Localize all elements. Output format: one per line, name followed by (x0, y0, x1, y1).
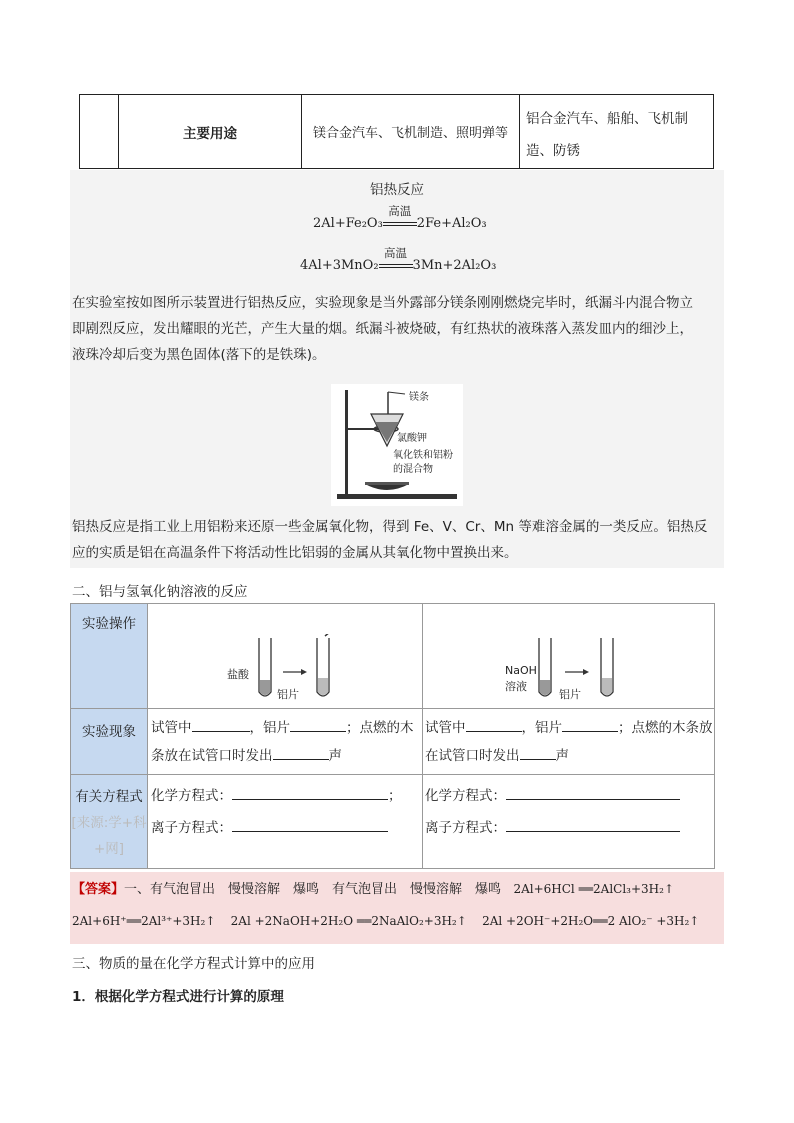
eq2-left: 4Al+3MnO₂ (300, 258, 379, 273)
left-equations: 化学方程式： ； 离子方程式： (151, 780, 419, 844)
row-label-usage: 主要用途 (119, 95, 302, 168)
eq1-right: 2Fe+Al₂O₃ (416, 216, 487, 231)
apparatus-drawing (331, 384, 463, 506)
blank-input[interactable] (562, 717, 618, 732)
watermark-1: [来源:学+科 (71, 815, 147, 831)
section3-subheading: 1．根据化学方程式进行计算的原理 (72, 989, 284, 1005)
fig-label-al-piece: 铝片 (559, 688, 581, 701)
mg-usage-cell: 镁合金汽车、飞机制造、照明弹等 (302, 95, 520, 168)
al-usage-line1: 铝合金汽车、船舶、飞机制造、防锈 (526, 111, 688, 159)
hcl-test-tube-figure (221, 634, 361, 704)
al-usage-cell (520, 95, 713, 168)
eq2-right: 3Mn+2Al₂O₃ (412, 258, 497, 273)
left-phenomenon: 试管中 ，铝片 ；点燃的木 条放在试管口时发出 声 (151, 714, 419, 770)
experiment-table (70, 603, 715, 869)
table-cell-empty (80, 95, 119, 168)
thermite-paragraph-1: 在实验室按如图所示装置进行铝热反应，实验现象是当外露部分镁条刚刚燃烧完毕时，纸漏斗内混合物立 即剧烈反应，发出耀眼的光芒，产生大量的烟。纸漏斗被烧破，有红热状的液珠落入蒸发皿内的细沙上， 液珠冷却后变为黑色固体(落下的是铁珠)。 (72, 295, 693, 363)
answer-line-1 (72, 878, 674, 897)
row-label-operation: 实验操作 (71, 604, 148, 708)
blank-input[interactable] (520, 745, 556, 760)
fig-label-al-piece: 铝片 (277, 688, 299, 701)
right-equations: 化学方程式： 离子方程式： (425, 780, 715, 844)
blank-input[interactable] (466, 717, 522, 732)
answer-ionic-hcl: 2Al+6H⁺══2Al³⁺+3H₂↑ (72, 914, 216, 928)
answer-line-2 (72, 914, 699, 928)
row-label-equations: 有关方程式 [来源:学+科 +网] (71, 774, 148, 868)
reaction-condition: 高温 (379, 259, 413, 273)
naoh-test-tube-figure (503, 634, 643, 704)
answer-text: 一、有气泡冒出 慢慢溶解 爆鸣 有气泡冒出 慢慢溶解 爆鸣 (124, 882, 502, 897)
answer-ionic-naoh: 2Al +2OH⁻+2H₂O══2 AlO₂⁻ +3H₂↑ (482, 914, 700, 928)
watermark-2: +网] (93, 841, 125, 857)
fig-label-naoh: NaOH (505, 664, 537, 677)
fig-label-mixture-2: 的混合物 (393, 464, 433, 475)
usage-table (79, 94, 714, 169)
blank-input[interactable] (192, 717, 250, 732)
fig-label-kclo3: 氯酸钾 (397, 433, 427, 444)
answer-tag: 【答案】 (72, 882, 125, 897)
blank-input[interactable] (506, 817, 680, 832)
right-phenomenon: 试管中 ，铝片 ；点燃的木条放 在试管口时发出 声 (425, 714, 715, 770)
thermite-equation-1 (313, 203, 487, 231)
answer-equation-hcl: 2Al+6HCl ══2AlCl₃+3H₂↑ (513, 882, 675, 896)
blank-input[interactable] (290, 717, 346, 732)
thermite-paragraph-2: 铝热反应是指工业上用铝粉来还原一些金属氧化物，得到 Fe、V、Cr、Mn 等难溶金属的一类反应。铝热反 应的实质是铝在高温条件下将活动性比铝弱的金属从其氧化物中置换出来。 (72, 519, 708, 561)
answer-equation-naoh: 2Al +2NaOH+2H₂O ══2NaAlO₂+3H₂↑ (230, 914, 467, 928)
section2-heading: 二、铝与氢氧化钠溶液的反应 (72, 584, 248, 600)
section3-heading: 三、物质的量在化学方程式计算中的应用 (72, 956, 315, 972)
fig-label-hcl: 盐酸 (227, 668, 249, 681)
thermite-apparatus-figure (331, 384, 463, 506)
fig-label-mg-strip: 镁条 (409, 392, 429, 403)
blank-input[interactable] (232, 817, 388, 832)
eq1-left: 2Al+Fe₂O₃ (313, 216, 383, 231)
thermite-equation-2 (300, 245, 497, 273)
blank-input[interactable] (273, 745, 329, 760)
reaction-condition: 高温 (383, 217, 417, 231)
thermite-title: 铝热反应 (370, 182, 424, 198)
fig-label-mixture-1: 氧化铁和铝粉 (393, 450, 453, 461)
blank-input[interactable] (232, 785, 388, 800)
blank-input[interactable] (506, 785, 680, 800)
row-label-phenomenon: 实验现象 (71, 708, 148, 774)
fig-label-solution: 溶液 (505, 680, 527, 693)
